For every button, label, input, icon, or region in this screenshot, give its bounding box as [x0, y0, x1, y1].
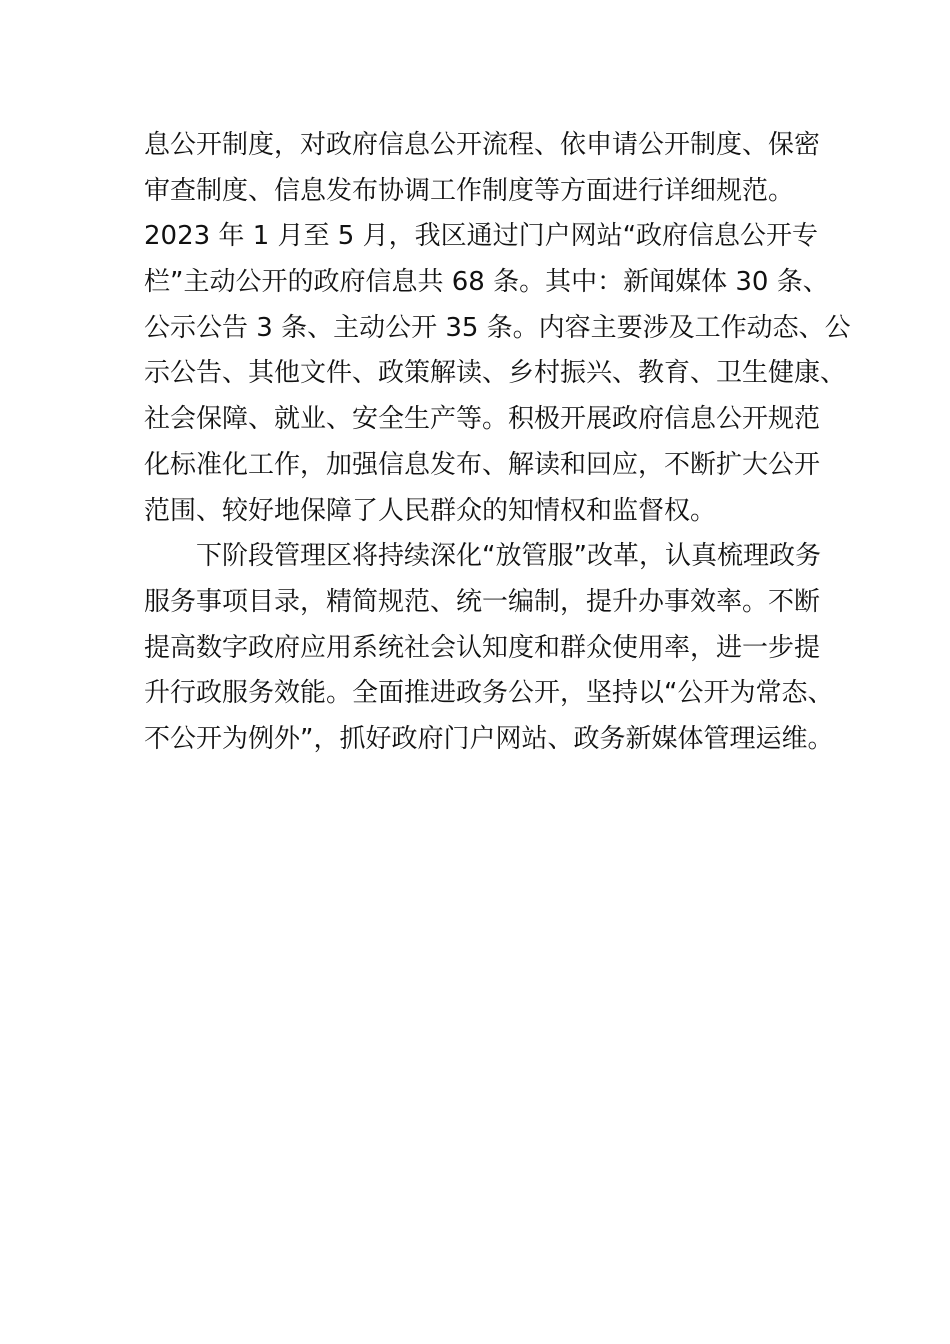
text-line: 息公开制度，对政府信息公开流程、依申请公开制度、保密	[144, 130, 821, 160]
paragraph-2	[144, 534, 834, 762]
text-line: 范围、较好地保障了人民群众的知情权和监督权。	[144, 495, 717, 526]
text-line: 化标准化工作，加强信息发布、解读和回应，不断扩大公开	[144, 449, 821, 480]
text-line: 栏”主动公开的政府信息共 68 条。其中：新闻媒体 30 条、	[144, 267, 829, 298]
text-line: 提高数字政府应用系统社会认知度和群众使用率，进一步提	[144, 632, 821, 663]
text-line: 2023 年 1 月至 5 月，我区通过门户网站“政府信息公开专	[144, 221, 819, 252]
paragraph-1	[144, 123, 851, 534]
text-line: 社会保障、就业、安全生产等。积极开展政府信息公开规范	[144, 404, 821, 435]
text-line: 公示公告 3 条、主动公开 35 条。内容主要涉及工作动态、公	[144, 312, 851, 343]
document-body	[144, 123, 851, 763]
text-line: 下阶段管理区将持续深化“放管服”改革，认真梳理政务	[144, 541, 821, 572]
text-line: 示公告、其他文件、政策解读、乡村振兴、教育、卫生健康、	[144, 358, 847, 389]
text-line: 不公开为例外”，抓好政府门户网站、政务新媒体管理运维。	[144, 723, 834, 754]
text-line: 服务事项目录，精简规范、统一编制，提升办事效率。不断	[144, 586, 821, 617]
text-line: 升行政服务效能。全面推进政务公开，坚持以“公开为常态、	[144, 678, 834, 709]
text-line: 审查制度、信息发布协调工作制度等方面进行详细规范。	[144, 175, 795, 206]
